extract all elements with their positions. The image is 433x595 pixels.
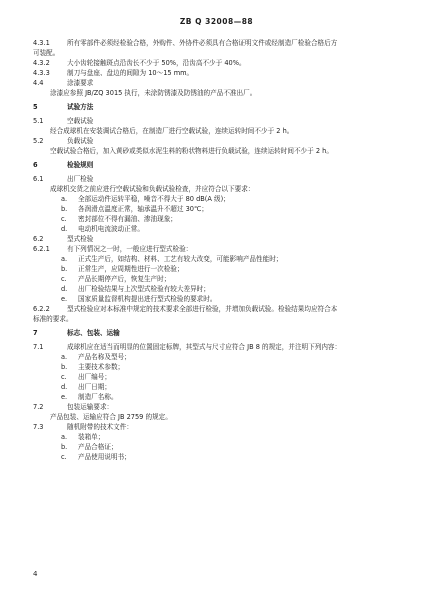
- section-heading: [33, 328, 417, 338]
- clause-number: 5: [33, 103, 38, 111]
- list-item: [33, 382, 417, 392]
- list-item-label: e.: [61, 295, 68, 303]
- list-item: [33, 284, 417, 294]
- clause-number: 4.3.3: [33, 69, 50, 77]
- list-item-text: 出厂日期；: [78, 383, 111, 391]
- clause-number: 5.1: [33, 117, 44, 125]
- list-item: [33, 452, 417, 462]
- list-item-label: a.: [61, 433, 68, 441]
- list-item: [33, 194, 417, 204]
- list-item-label: b.: [61, 265, 68, 273]
- list-item: [33, 204, 417, 214]
- list-item: [33, 352, 417, 362]
- clause-number: 6.1: [33, 175, 44, 183]
- clause-item: [33, 136, 417, 146]
- clause-item: [33, 422, 417, 432]
- list-item-text: 产品合格证；: [78, 443, 118, 451]
- clause-item: [33, 402, 417, 412]
- clause-text: 型式检验: [67, 235, 94, 243]
- list-item: [33, 372, 417, 382]
- clause-number: 4.4: [33, 79, 44, 87]
- list-item-label: c.: [61, 215, 67, 223]
- document-body: [33, 38, 417, 462]
- clause-text: 包装运输要求：: [67, 403, 114, 411]
- clause-item: [33, 304, 417, 314]
- clause-number: 7.1: [33, 343, 44, 351]
- clause-item: [33, 174, 417, 184]
- paragraph: 涂漆应参照 JB/ZQ 3015 执行，未涂防锈漆及防锈油的产品不准出厂。: [50, 89, 257, 97]
- clause-number: 6.2.1: [33, 245, 50, 253]
- clause-item: [33, 38, 417, 48]
- clause-item: [33, 244, 417, 254]
- clause-item: [33, 234, 417, 244]
- clause-item: [33, 78, 417, 88]
- clause-text: 检验规则: [67, 161, 94, 169]
- paragraph-continuation: 可装配。: [33, 49, 60, 57]
- clause-text: 所有零部件必须经检验合格，外购件、外协件必须具有合格证明文件或经制造厂检验合格后方: [67, 39, 338, 47]
- list-item-label: d.: [61, 225, 68, 233]
- list-item: [33, 294, 417, 304]
- list-item-text: 全部运动件运转平稳，噪音不得大于 80 dB(A 级)；: [78, 195, 230, 203]
- clause-number: 7: [33, 329, 38, 337]
- clause-number: 7.3: [33, 423, 44, 431]
- list-item-text: 正常生产，应周期性进行一次检验；: [78, 265, 184, 273]
- list-item-text: 正式生产后，如结构、材料、工艺有较大改变，可能影响产品性能时；: [78, 255, 283, 263]
- list-item: [33, 224, 417, 234]
- list-item: [33, 362, 417, 372]
- list-item-label: a.: [61, 353, 68, 361]
- list-item-label: b.: [61, 443, 68, 451]
- paragraph: 经合成球机在安装调试合格后，在制造厂进行空载试验，连续运转时间不少于 2 h。: [50, 127, 294, 135]
- list-item: [33, 392, 417, 402]
- clause-text: 出厂检验: [67, 175, 94, 183]
- clause-item: [33, 68, 417, 78]
- list-item-text: 产品名称及型号；: [78, 353, 131, 361]
- list-item-text: 出厂编号；: [78, 373, 111, 381]
- list-item-text: 主要技术参数；: [78, 363, 125, 371]
- list-item-text: 出厂检验结果与上次型式检验有较大差异时；: [78, 285, 210, 293]
- list-item-label: c.: [61, 373, 67, 381]
- list-item: [33, 264, 417, 274]
- list-item-label: a.: [61, 195, 68, 203]
- list-item-text: 产品使用说明书；: [78, 453, 131, 461]
- clause-item: [33, 116, 417, 126]
- list-item-label: e.: [61, 393, 68, 401]
- list-item-text: 各润滑点温度正常，轴承温升不超过 30℃；: [78, 205, 208, 213]
- section-heading: [33, 102, 417, 112]
- clause-text: 成球机应在适当而明显的位置固定标牌，其型式与尺寸应符合 JB 8 的规定，并注明下列内容：: [67, 343, 342, 351]
- paragraph: 空载试验合格后，加入黄砂或类似水泥生料的粉状物料进行负载试验，连续运转时间不少于 2 h。: [50, 147, 333, 155]
- clause-number: 4.3.1: [33, 39, 50, 47]
- list-item-text: 装箱单；: [78, 433, 105, 441]
- clause-text: 试验方法: [67, 103, 94, 111]
- clause-text: 标志、包装、运输: [67, 329, 120, 337]
- clause-text: 涂漆要求: [67, 79, 94, 87]
- list-item-label: a.: [61, 255, 68, 263]
- list-item-label: c.: [61, 275, 67, 283]
- standard-code-header: ZB Q 32008—88: [179, 17, 254, 26]
- page-number: 4: [33, 570, 38, 578]
- clause-text: 负载试验: [67, 137, 94, 145]
- list-item-text: 产品长期停产后，恢复生产时；: [78, 275, 171, 283]
- list-item-text: 国家质量监督机构提出进行型式检验的要求时。: [78, 295, 217, 303]
- clause-text: 大小齿轮接触斑点沿齿长不少于 50%，沿齿高不少于 40%。: [67, 59, 246, 67]
- list-item-label: d.: [61, 285, 68, 293]
- list-item: [33, 254, 417, 264]
- paragraph: 产品包装、运输应符合 JB 2759 的规定。: [50, 413, 172, 421]
- clause-text: 随机附带的技术文件：: [67, 423, 133, 431]
- list-item-text: 制造厂名称。: [78, 393, 118, 401]
- list-item-label: c.: [61, 453, 67, 461]
- paragraph: 成球机交货之前应进行空载试验和负载试验检查，并应符合以下要求：: [50, 185, 255, 193]
- clause-number: 6.2.2: [33, 305, 50, 313]
- clause-number: 5.2: [33, 137, 44, 145]
- clause-item: [33, 342, 417, 352]
- clause-item: [33, 58, 417, 68]
- list-item: [33, 442, 417, 452]
- list-item: [33, 214, 417, 224]
- list-item-label: b.: [61, 205, 68, 213]
- clause-number: 7.2: [33, 403, 44, 411]
- list-item-label: b.: [61, 363, 68, 371]
- list-item: [33, 432, 417, 442]
- clause-number: 6: [33, 161, 38, 169]
- clause-text: 有下列情况之一时，一般应进行型式检验：: [67, 245, 193, 253]
- paragraph-continuation: 标准的要求。: [33, 315, 73, 323]
- list-item: [33, 274, 417, 284]
- list-item-text: 电动机电流波动正常。: [78, 225, 144, 233]
- clause-number: 4.3.2: [33, 59, 50, 67]
- section-heading: [33, 160, 417, 170]
- list-item-label: d.: [61, 383, 68, 391]
- clause-number: 6.2: [33, 235, 44, 243]
- list-item-text: 密封部位不得有漏油、渗油现象；: [78, 215, 177, 223]
- clause-text: 型式检验应对本标准中规定的技术要求全部进行检验，并增加负载试验。检验结果均应符合本: [67, 305, 338, 313]
- clause-text: 制刀与盘座、盘边的间隙为 10～15 mm。: [67, 69, 194, 77]
- clause-text: 空载试验: [67, 117, 94, 125]
